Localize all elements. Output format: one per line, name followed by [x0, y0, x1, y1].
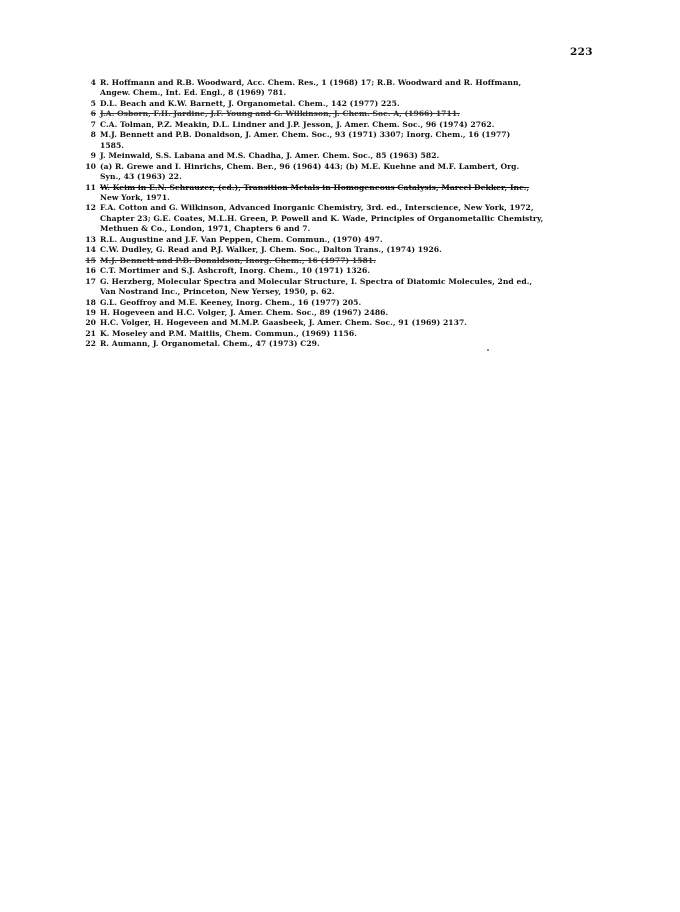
- reference-number: 12: [85, 203, 96, 213]
- reference-number: 7: [90, 119, 96, 129]
- reference-item: [82, 162, 602, 183]
- reference-item: [82, 130, 602, 151]
- reference-number: 6: [90, 109, 96, 119]
- reference-number: 19: [85, 307, 96, 317]
- reference-item: [82, 151, 602, 161]
- reference-text: (a) R. Grewe and I. Hinrichs, Chem. Ber., 96 (1964) 443; (b) M.E. Kuehne and M.F. Lambert, Org. Syn., 43 (1963) 22.: [100, 161, 520, 182]
- reference-text: W. Keim in E.N. Schrauzer, (ed.), Transition Metals in Homogeneous Catalysis, Marcel Dekker, Inc., New York, 1971.: [100, 182, 530, 202]
- scan-speck: [487, 349, 489, 351]
- reference-item: [82, 203, 602, 234]
- reference-number: 10: [85, 161, 96, 171]
- reference-item: [82, 256, 602, 266]
- reference-item: [82, 183, 602, 204]
- reference-number: 18: [85, 297, 96, 307]
- page-number: 223: [570, 46, 593, 58]
- reference-number: 17: [85, 276, 96, 286]
- reference-item: [82, 99, 602, 109]
- reference-item: [82, 245, 602, 255]
- reference-text: J.A. Osborn, F.H. Jardine, J.F. Young and G. Wilkinson, J. Chem. Soc. A, (1966) 1711.: [100, 109, 460, 119]
- reference-number: 15: [85, 255, 96, 265]
- reference-text: M.J. Bennett and P.B. Donaldson, Inorg. Chem., 16 (1977) 1581.: [100, 255, 376, 265]
- reference-number: 21: [85, 328, 96, 338]
- reference-text: M.J. Bennett and P.B. Donaldson, J. Amer. Chem. Soc., 93 (1971) 3307; Inorg. Chem., 16 (1977) 1585.: [100, 130, 511, 150]
- reference-text: G. Herzberg, Molecular Spectra and Molecular Structure, I. Spectra of Diatomic Molecules, 2nd ed., Van Nostrand Inc., Princeton, New Yersey, 1950, p. 62.: [100, 276, 533, 297]
- reference-number: 22: [85, 339, 96, 349]
- reference-number: 14: [85, 245, 96, 255]
- reference-text: C.T. Mortimer and S.J. Ashcroft, Inorg. Chem., 10 (1971) 1326.: [100, 266, 371, 276]
- reference-item: [82, 235, 602, 245]
- reference-item: [82, 277, 602, 298]
- reference-number: 11: [85, 182, 96, 192]
- reference-text: H. Hogeveen and H.C. Volger, J. Amer. Chem. Soc., 89 (1967) 2486.: [100, 307, 389, 317]
- reference-text: C.A. Tolman, P.Z. Meakin, D.L. Lindner and J.P. Jesson, J. Amer. Chem. Soc., 96 (1974) 2762.: [100, 119, 495, 129]
- reference-text: K. Moseley and P.M. Maitlis, Chem. Commun., (1969) 1156.: [100, 328, 357, 338]
- reference-item: [82, 318, 602, 328]
- reference-number: 4: [90, 78, 96, 87]
- reference-number: 13: [85, 234, 96, 244]
- reference-number: 16: [85, 266, 96, 276]
- reference-number: 8: [90, 130, 96, 140]
- reference-text: H.C. Volger, H. Hogeveen and M.M.P. Gaasbeek, J. Amer. Chem. Soc., 91 (1969) 2137.: [100, 318, 467, 328]
- reference-text: G.L. Geoffroy and M.E. Keeney, Inorg. Chem., 16 (1977) 205.: [100, 297, 362, 307]
- reference-item: [82, 329, 602, 339]
- reference-item: [82, 109, 602, 119]
- reference-item: [82, 308, 602, 318]
- reference-text: F.A. Cotton and G. Wilkinson, Advanced Inorganic Chemistry, 3rd. ed., Interscience, New York, 1972, Chapter 23; G.E. Coates, M.L.H. Green, P. Powell and K. Wade, Principles of Organometallic Chemistry, Methuen & Co., London, 1971, Chapters 6 and 7.: [100, 203, 544, 234]
- reference-number: 20: [85, 318, 96, 328]
- reference-number: 5: [90, 98, 96, 108]
- reference-item: [82, 266, 602, 276]
- reference-item: [82, 298, 602, 308]
- reference-text: R.L. Augustine and J.F. Van Peppen, Chem. Commun., (1970) 497.: [100, 234, 383, 244]
- reference-text: R. Hoffmann and R.B. Woodward, Acc. Chem. Res., 1 (1968) 17; R.B. Woodward and R. Hoffmann, Angew. Chem., Int. Ed. Engl., 8 (1969) 781.: [100, 78, 522, 98]
- reference-text: D.L. Beach and K.W. Barnett, J. Organometal. Chem., 142 (1977) 225.: [100, 98, 400, 108]
- reference-number: 9: [90, 151, 96, 161]
- reference-item: [82, 120, 602, 130]
- reference-text: R. Aumann, J. Organometal. Chem., 47 (1973) C29.: [100, 339, 320, 349]
- reference-text: C.W. Dudley, G. Read and P.J. Walker, J. Chem. Soc., Dalton Trans., (1974) 1926.: [100, 245, 442, 255]
- reference-item: [82, 78, 602, 99]
- reference-text: J. Meinwald, S.S. Labana and M.S. Chadha, J. Amer. Chem. Soc., 85 (1963) 582.: [100, 151, 440, 161]
- reference-list: [82, 78, 602, 350]
- reference-text-struck-line: W. Keim in E.N. Schrauzer, (ed.), Transition Metals in Homogeneous Catalysis, Marcel Dekker, Inc.,: [100, 182, 530, 192]
- reference-item: [82, 339, 602, 349]
